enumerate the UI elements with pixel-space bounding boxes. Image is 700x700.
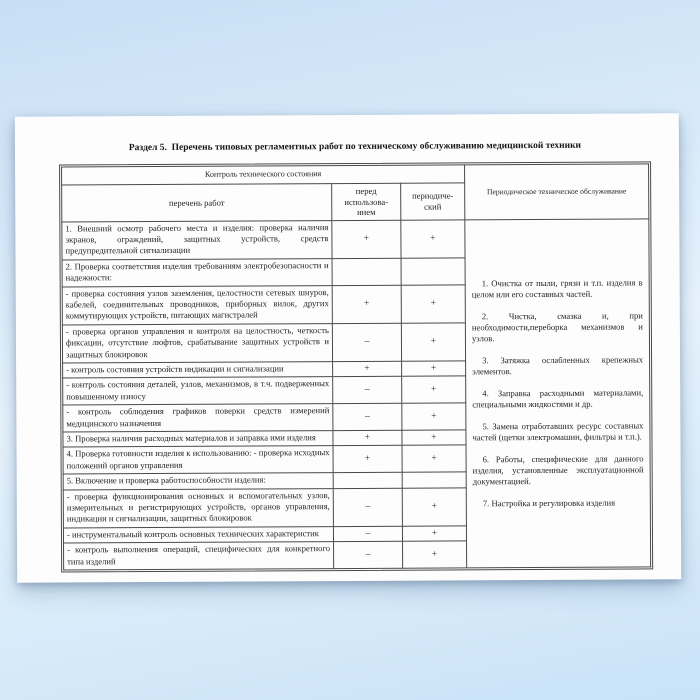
before-use-mark: + <box>333 430 402 446</box>
work-item-label: 3. Проверка наличия расходных материалов и заправка ими изделия <box>63 431 333 448</box>
work-item-label: 5. Включение и проверка работоспособности изделия: <box>63 473 333 490</box>
maintenance-item: 6. Работы, специфические для данного изделия, установленные эксплуатационной документацией. <box>472 453 644 487</box>
column-header-periodic: периодиче- ский <box>401 183 465 220</box>
before-use-mark: – <box>333 526 402 542</box>
before-use-mark: + <box>332 285 401 324</box>
maintenance-item: 5. Замена отработавших ресурс составных частей (щетки электромашин, фильтры и т.п.). <box>472 420 644 443</box>
periodic-mark: + <box>402 361 466 377</box>
maintenance-item: 3. Затяжка ослабленных крепежных элементов. <box>472 354 644 377</box>
column-header-before-use: перед использова- нием <box>332 183 401 220</box>
maintenance-item: 1. Очистка от пыли, грязи и т.п. изделия в целом или его составных частей. <box>471 277 643 300</box>
work-item-label: - контроль состояния деталей, узлов, механизмов, в т.ч. подверженных повышенному износу <box>63 377 333 405</box>
before-use-mark: – <box>333 403 402 430</box>
before-use-mark: – <box>333 488 402 527</box>
periodic-mark: + <box>402 488 466 527</box>
work-item-label: - контроль соблюдения графиков поверки средств измерений медицинского назначения <box>63 404 333 432</box>
work-item-label: - проверка органов управления и контроля на целостность, четкость фиксации, отсутствие люфтов, срабатывание защитных устройств и защитных блокировок <box>62 323 332 363</box>
periodic-maintenance-cell <box>465 218 651 568</box>
work-item-label: 4. Проверка готовности изделия к использованию: - проверка исходных положений органов управления <box>63 446 333 474</box>
periodic-mark: + <box>403 541 467 568</box>
work-item-label: 2. Проверка соответствия изделия требованиям электробезопасности и надежности: <box>62 258 332 286</box>
table-row <box>62 218 649 259</box>
before-use-mark: + <box>332 220 401 259</box>
periodic-mark <box>402 472 466 488</box>
work-item-label: 1. Внешний осмотр рабочего места и изделия: проверка наличия экранов, ограждений, защитных устройств, средств предупредительной сигнализации <box>62 220 332 260</box>
before-use-mark: – <box>332 323 401 362</box>
before-use-mark: + <box>333 361 402 377</box>
periodic-mark: + <box>402 430 466 446</box>
periodic-mark: + <box>402 376 466 403</box>
work-item-label: - контроль состояния устройств индикации и сигнализации <box>63 362 333 379</box>
before-use-mark: + <box>333 446 402 473</box>
maintenance-item: 2. Чистка, смазка и, при необходимости,переборка механизмов и узлов. <box>471 310 643 344</box>
column-header-works: перечень работ <box>62 184 332 222</box>
page-title: Раздел 5. Перечень типовых регламентных работ по техническому обслуживанию медицинской техники <box>128 140 582 154</box>
works-table <box>61 163 651 570</box>
maintenance-item: 4. Заправка расходными материалами, специальными жидкостями и др. <box>472 387 644 410</box>
table-body <box>62 218 651 570</box>
work-item-label: - инструментальный контроль основных технических характеристик <box>63 526 333 543</box>
document-page <box>15 113 681 582</box>
header-row-group <box>62 164 649 185</box>
before-use-mark: – <box>333 377 402 404</box>
work-item-label: - контроль выполнения операций, специфических для конкретного типа изделий <box>64 542 334 570</box>
before-use-mark <box>333 472 402 488</box>
work-item-label: - проверка состояния узлов заземления, целостности сетевых шнуров, кабелей, соединительных проводников, приборных вилок, других коммутирующих устройств, питающих магистралей <box>62 285 332 325</box>
before-use-mark <box>332 258 401 285</box>
table-header <box>62 164 649 222</box>
regulated-works-table <box>59 161 653 572</box>
periodic-mark: + <box>401 284 465 323</box>
periodic-mark: + <box>402 403 466 430</box>
before-use-mark: – <box>334 541 403 568</box>
work-item-label: - проверка функционирования основных и вспомогательных узлов, измерительных и регистрирующих устройств, органов управления, индикации и сигнализации, защитных блокировок <box>63 488 333 528</box>
maintenance-item: 7. Настройка и регулировка изделия <box>482 497 616 509</box>
column-group-technical-control: Контроль технического состояния <box>62 165 465 185</box>
periodic-mark: + <box>402 526 466 542</box>
periodic-mark: + <box>402 445 466 472</box>
periodic-mark: + <box>401 219 465 258</box>
periodic-mark <box>401 258 465 285</box>
periodic-mark: + <box>401 323 465 362</box>
column-header-maintenance: Периодическое техническое обслуживание <box>465 164 649 219</box>
